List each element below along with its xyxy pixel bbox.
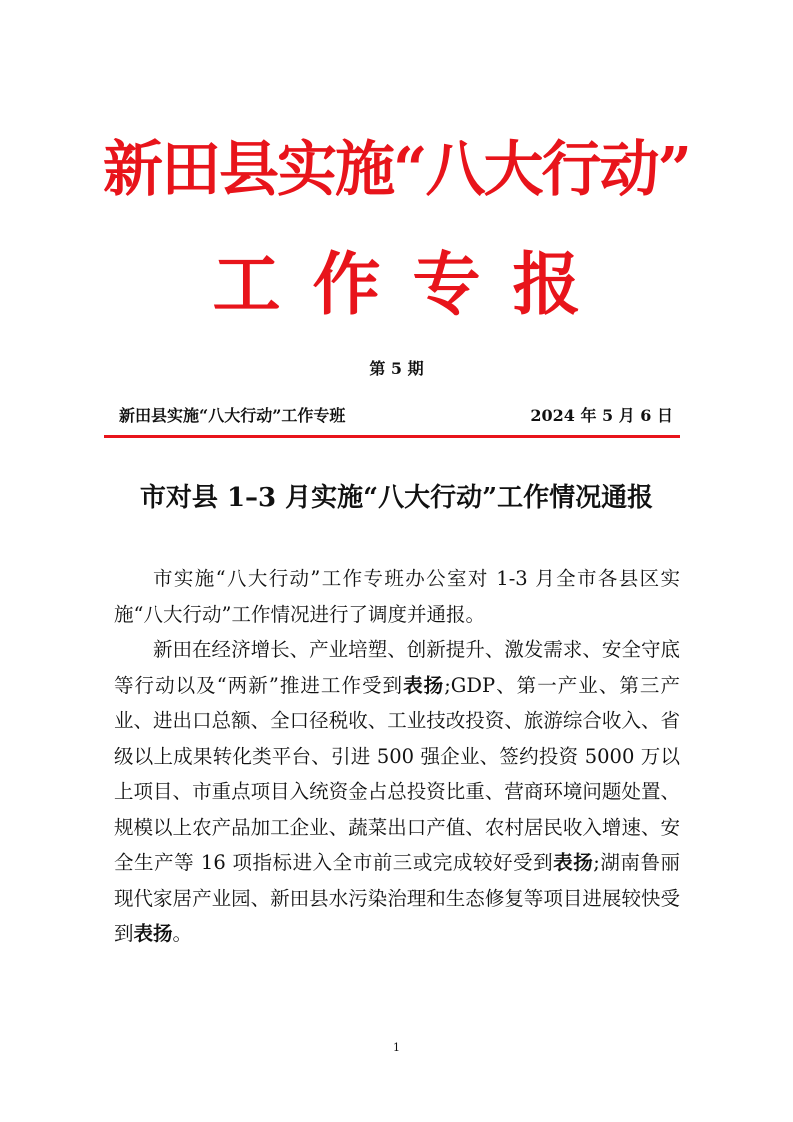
issue-number: 第 5 期 <box>369 359 424 378</box>
emphasis-praise: 表扬 <box>403 673 445 697</box>
text-run: 市实施“八大行动”工作专班办公室对 1-3 月全市各县区实施“八大行动”工作情况进行了调度并通报。 <box>114 567 680 626</box>
issue-date: 2024 年 5 月 6 日 <box>530 406 673 425</box>
text-run: ;GDP、第一产业、第三产业、进出口总额、全口径税收、工业技改投资、旅游综合收入、省级以上成果转化类平台、引进 500 强企业、签约投资 5000 万以上项目、市重点项目入统资金占总投资比重、营商环境问题处置、规模以上农产品加工企业、蔬菜出口产值、农村居民收入增速、安全生产等 16 项指标进入全市前三或完成较好受到 <box>114 673 680 874</box>
masthead-title: 新田县实施“八大行动” <box>102 135 691 205</box>
text-run: 新田在经济增长、产业培塑、创新提升、激发需求、安全守底等行动以及“两新”推进工作受到 <box>114 638 680 697</box>
body-text <box>114 561 680 952</box>
meta-row <box>119 403 673 429</box>
paragraph <box>114 632 680 952</box>
red-divider <box>104 435 680 438</box>
document-title: 市对县 1–3 月实施“八大行动”工作情况通报 <box>139 483 654 513</box>
emphasis-praise: 表扬 <box>133 922 173 945</box>
paragraph <box>114 561 680 632</box>
text-run: ;湖南鲁丽现代家居产业园、新田县水污染治理和生态修复等项目进展较快受到 <box>114 851 680 945</box>
text-run: 。 <box>172 922 193 945</box>
masthead-subtitle: 工作专报 <box>212 245 613 325</box>
issuer: 新田县实施“八大行动”工作专班 <box>119 406 346 425</box>
page-number: 1 <box>393 1041 400 1054</box>
emphasis-praise: 表扬 <box>553 851 594 874</box>
